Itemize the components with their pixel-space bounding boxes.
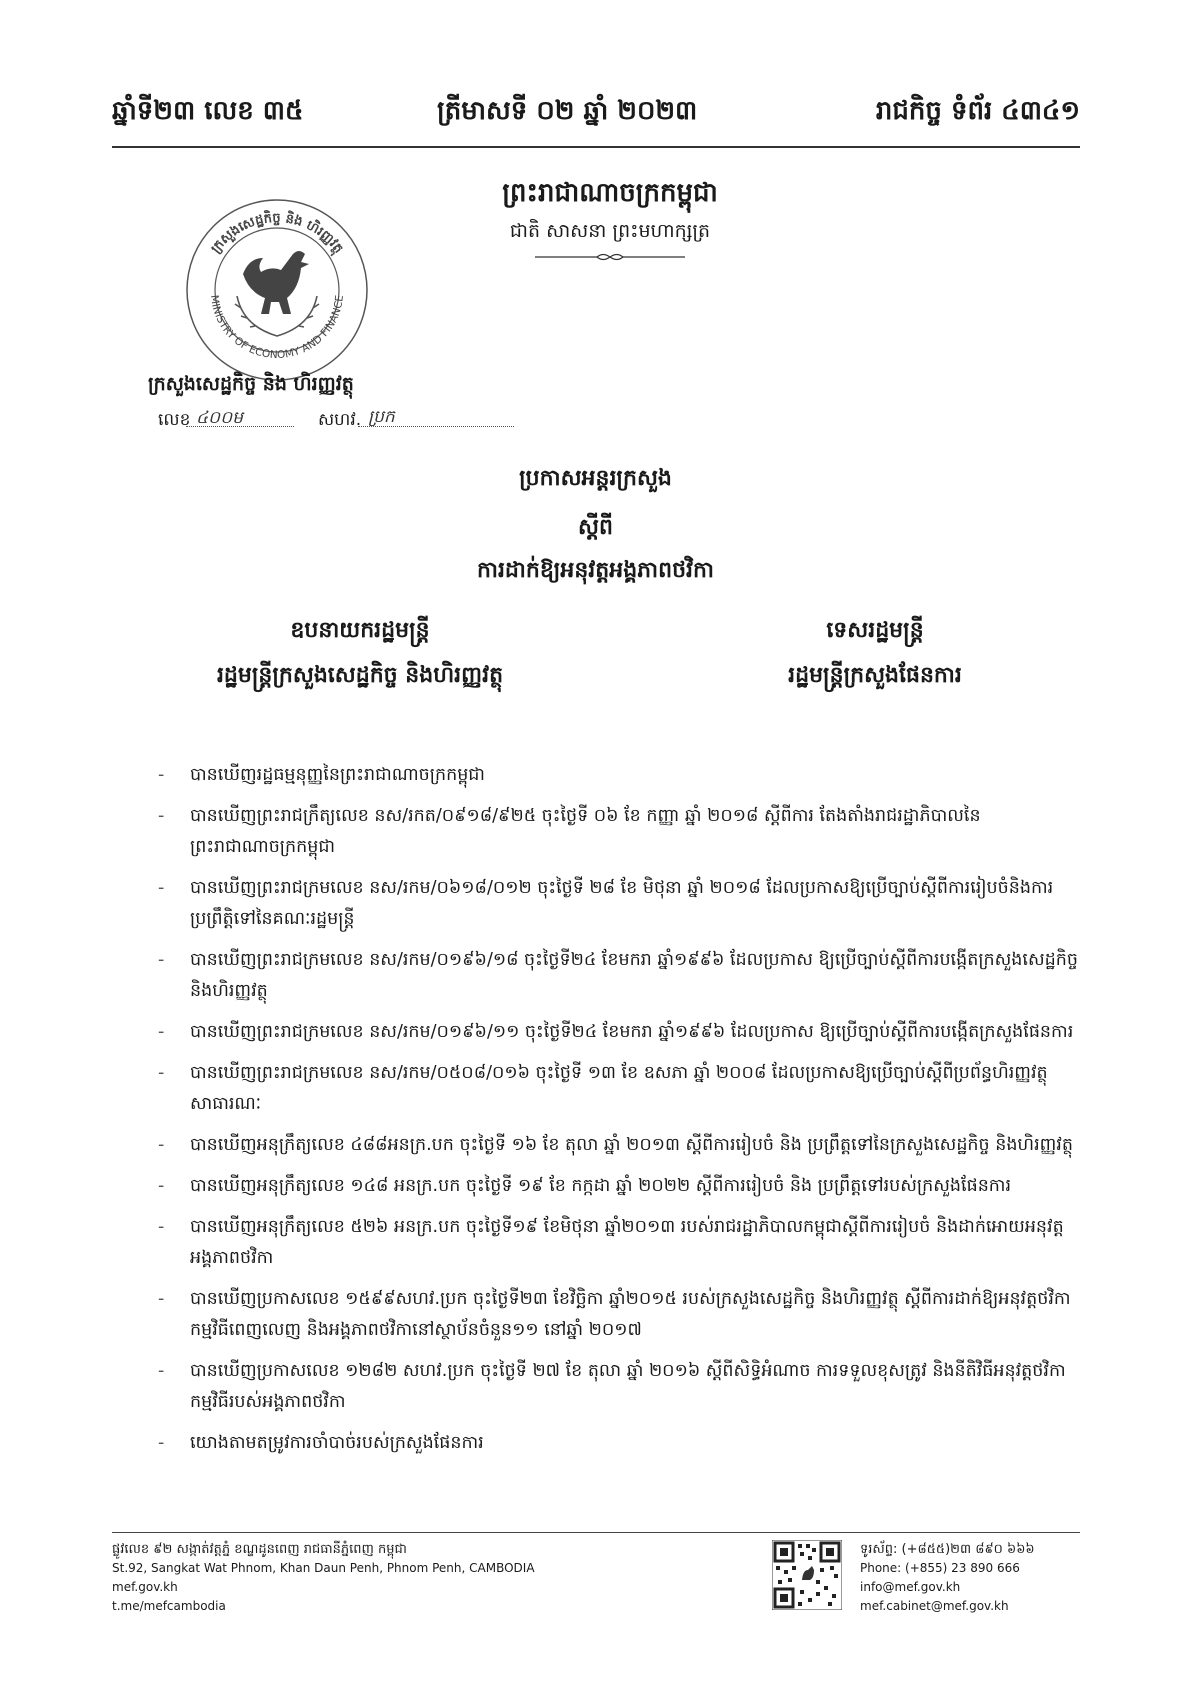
reference-text: យោងតាមតម្រូវការចាំបាច់របស់ក្រសួងផែនការ (190, 1433, 484, 1453)
qr-code-icon[interactable] (772, 1540, 842, 1610)
footer-phone-english[interactable]: Phone: (+855) 23 890 666 (860, 1561, 1020, 1575)
document-about: ស្តីពី (578, 514, 613, 540)
list-bullet: - (158, 1217, 165, 1237)
reference-item (158, 1284, 1084, 1346)
reference-item (158, 1130, 1084, 1161)
reference-text: បានឃើញព្រះរាជក្រមលេខ នស/រកម/០៥០៨/០១៦ ចុះថ្ងៃទី ១៣ ខែ ឧសភា ឆ្នាំ ២០០៨ ដែលប្រកាសឱ្យប្រើច្បាប់ស្តីពីប្រព័ន្ធហិរញ្ញវត្ថុសាធារណៈ (190, 1063, 1048, 1114)
seal-english-text: MINISTRY OF ECONOMY AND FINANCE (207, 294, 346, 362)
list-bullet: - (158, 878, 165, 898)
ref-suffix: សហវ. (318, 410, 362, 430)
footer-address-khmer: ផ្លូវលេខ ៩២ សង្កាត់វត្តភ្នំ ខណ្ឌដូនពេញ រាជធានីភ្នំពេញ កម្ពុជា (112, 1542, 407, 1557)
reference-text: បានឃើញអនុក្រឹត្យលេខ ១៤៨ អនក្រ.បក ចុះថ្ងៃទី ១៩ ខែ កក្កដា ឆ្នាំ ២០២២ ស្តីពីការរៀបចំ និង ប្រព្រឹត្តទៅរបស់ក្រសួងផែនការ (190, 1176, 1012, 1196)
reference-item (158, 1428, 1084, 1459)
list-bullet: - (158, 1063, 165, 1083)
reference-text: បានឃើញព្រះរាជក្រមលេខ នស/រកម/០១៩៦/១១ ចុះថ្ងៃទី២៤ ខែមករា ឆ្នាំ១៩៩៦ ដែលប្រកាស ឱ្យប្រើច្បាប់ស្តីពីការបង្កើតក្រសួងផែនការ (190, 1022, 1074, 1042)
footer-phone-khmer: ទូរស័ព្ទ: (+៨៥៥)២៣ ៨៩០ ៦៦៦ (860, 1542, 1035, 1557)
reference-item (158, 873, 1084, 935)
reference-text: បានឃើញប្រកាសលេខ ១៥៩៩សហវ.ប្រក ចុះថ្ងៃទី២៣ ខែវិច្ឆិកា ឆ្នាំ២០១៥ របស់ក្រសួងសេដ្ឋកិច្ច និងហិរញ្ញវត្ថុ ស្តីពីការដាក់ឱ្យអនុវត្តថវិកាកម្មវិធីពេញលេញ និងអង្គភាពថវិកានៅស្ថាប័នចំនួន១១ នៅឆ្នាំ ២០១៧ (190, 1289, 1071, 1340)
footer-divider (112, 1532, 1080, 1533)
reference-item (158, 801, 1084, 863)
national-motto: ជាតិ សាសនា ព្រះមហាក្សត្រ (509, 220, 711, 242)
list-bullet: - (158, 806, 165, 826)
ref-number-handwritten: ៤០០ម (196, 408, 243, 428)
footer-telegram-link[interactable]: t.me/mefcambodia (112, 1599, 226, 1613)
document-subject: ការដាក់ឱ្យអនុវត្តអង្គភាពថវិកា (477, 557, 714, 583)
reference-text: បានឃើញរដ្ឋធម្មនុញ្ញនៃព្រះរាជាណាចក្រកម្ពុជា (190, 765, 485, 785)
header-divider (112, 146, 1080, 148)
kingdom-title: ព្រះរាជាណាចក្រកម្ពុជា (502, 178, 718, 208)
list-bullet: - (158, 1433, 165, 1453)
list-bullet: - (158, 1361, 165, 1381)
reference-item (158, 1356, 1084, 1418)
footer-email-cabinet[interactable]: mef.cabinet@mef.gov.kh (860, 1599, 1009, 1613)
gazette-year-issue: ឆ្នាំទី២៣ លេខ ៣៥ (112, 96, 304, 126)
footer-website-link[interactable]: mef.gov.kh (112, 1580, 178, 1594)
rooster-emblem-icon (243, 251, 309, 314)
reference-item (158, 945, 1084, 1007)
footer-contact-block (860, 1540, 1080, 1616)
issuer-left-title: ឧបនាយករដ្ឋមន្ត្រី (290, 617, 430, 643)
issuer-right-title: ទេសរដ្ឋមន្ត្រី (826, 617, 924, 643)
gazette-header (112, 94, 1080, 144)
issuing-ministry-name: ក្រសួងសេដ្ឋកិច្ច និង ហិរញ្ញវត្ថុ (148, 373, 354, 395)
reference-text: បានឃើញព្រះរាជក្រមលេខ នស/រកម/០១៩៦/១៨ ចុះថ្ងៃទី២៤ ខែមករា ឆ្នាំ១៩៩៦ ដែលប្រកាស ឱ្យប្រើច្បាប់ស្តីពីការបង្កើតក្រសួងសេដ្ឋកិច្ច និងហិរញ្ញវត្ថុ (190, 950, 1078, 1001)
list-bullet: - (158, 1135, 165, 1155)
reference-text: បានឃើញប្រកាសលេខ ១២៨២ សហវ.ប្រក ចុះថ្ងៃទី ២៧ ខែ តុលា ឆ្នាំ ២០១៦ ស្តីពីសិទ្ធិអំណាច ការទទួលខុសត្រូវ និងនីតិវិធីអនុវត្តថវិកាកម្មវិធីរបស់អង្គភាពថវិកា (190, 1361, 1066, 1412)
legal-references-list (158, 760, 1084, 1469)
issuer-left-role: រដ្ឋមន្ត្រីក្រសួងសេដ្ឋកិច្ច និងហិរញ្ញវត្ថុ (216, 662, 504, 688)
gazette-page: រាជកិច្ច ទំព័រ ៤៣៤១ (875, 96, 1080, 126)
gazette-date: ត្រីមាសទី ០២ ឆ្នាំ ២០២៣ (437, 96, 698, 126)
issuer-right-role: រដ្ឋមន្ត្រីក្រសួងផែនការ (788, 662, 962, 688)
reference-text: បានឃើញព្រះរាជក្រមលេខ នស/រកម/០៦១៨/០១២ ចុះថ្ងៃទី ២៨ ខែ មិថុនា ឆ្នាំ ២០១៨ ដែលប្រកាសឱ្យប្រើច្បាប់ស្តីពីការរៀបចំនិងការប្រព្រឹត្តិទៅនៃគណៈរដ្ឋមន្ត្រី (190, 878, 1054, 929)
ref-label: លេខ (158, 410, 191, 430)
footer-address-block (112, 1540, 552, 1616)
reference-item (158, 1212, 1084, 1274)
footer-address-english: St.92, Sangkat Wat Phnom, Khan Daun Penh, Phnom Penh, CAMBODIA (112, 1561, 535, 1575)
ref-signature-handwritten: ប្រក (368, 407, 395, 427)
list-bullet: - (158, 1176, 165, 1196)
reference-text: បានឃើញអនុក្រឹត្យលេខ ៥២៦ អនក្រ.បក ចុះថ្ងៃទី១៩ ខែមិថុនា ឆ្នាំ២០១៣ របស់រាជរដ្ឋាភិបាលកម្ពុជាស្តីពីការរៀបចំ និងដាក់អោយអនុវត្តអង្គភាពថវិកា (190, 1217, 1064, 1268)
reference-item (158, 1058, 1084, 1120)
reference-item (158, 1017, 1084, 1048)
ornament-divider (535, 252, 685, 262)
list-bullet: - (158, 1289, 165, 1309)
reference-number-line (158, 409, 514, 433)
seal-khmer-text: ក្រសួងសេដ្ឋកិច្ច និង ហិរញ្ញវត្ថុ (208, 210, 346, 257)
document-type: ប្រកាសអន្តរក្រសួង (519, 465, 672, 491)
reference-item (158, 1171, 1084, 1202)
list-bullet: - (158, 765, 165, 785)
footer-email-info[interactable]: info@mef.gov.kh (860, 1580, 961, 1594)
list-bullet: - (158, 950, 165, 970)
ministry-seal (183, 196, 371, 384)
reference-text: បានឃើញអនុក្រឹត្យលេខ ៤៨៨អនក្រ.បក ចុះថ្ងៃទី ១៦ ខែ តុលា ឆ្នាំ ២០១៣ ស្តីពីការរៀបចំ និង ប្រព្រឹត្តទៅនៃក្រសួងសេដ្ឋកិច្ច និងហិរញ្ញវត្ថុ (190, 1135, 1073, 1155)
reference-item (158, 760, 1084, 791)
reference-text: បានឃើញព្រះរាជក្រឹត្យលេខ នស/រកត/០៩១៨/៩២៥ ចុះថ្ងៃទី ០៦ ខែ កញ្ញា ឆ្នាំ ២០១៨ ស្តីពីការ តែងតាំងរាជរដ្ឋាភិបាលនៃព្រះរាជាណាចក្រកម្ពុជា (190, 806, 981, 857)
list-bullet: - (158, 1022, 165, 1042)
